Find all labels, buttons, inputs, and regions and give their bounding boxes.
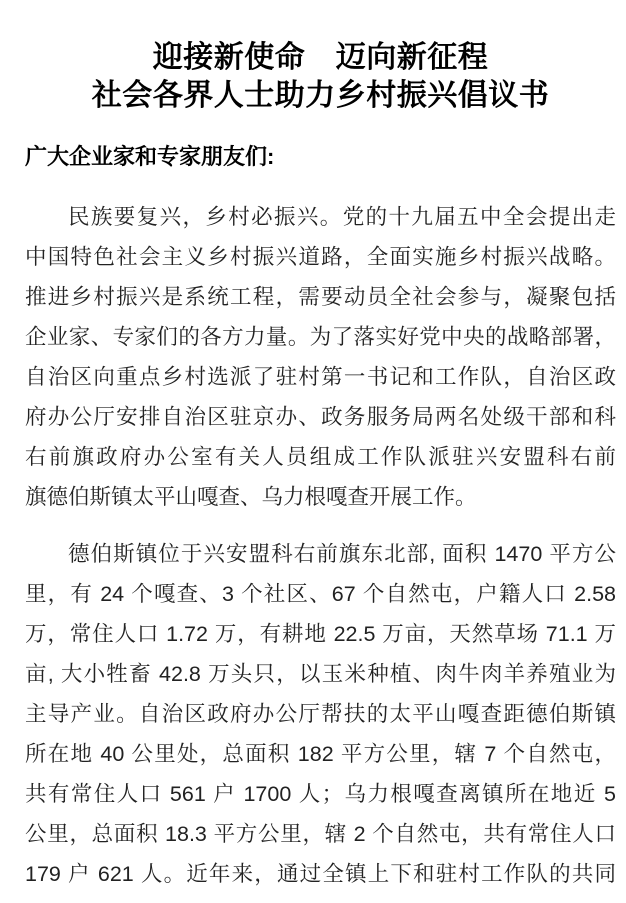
text-line: 推进乡村振兴是系统工程，需要动员全社会参与，凝聚包括 xyxy=(25,285,616,309)
text-line: 主导产业。自治区政府办公厅帮扶的太平山嘎查距德伯斯镇 xyxy=(25,702,616,726)
text-line: 府办公厅安排自治区驻京办、政务服务局两名处级干部和科 xyxy=(25,405,616,429)
text-line: 民族要复兴，乡村必振兴。党的十九届五中全会提出走 xyxy=(68,205,616,229)
text-line: 德伯斯镇位于兴安盟科右前旗东北部, 面积 1470 平方公 xyxy=(68,542,616,566)
text-line: 亩, 大小牲畜 42.8 万头只，以玉米种植、肉牛肉羊养殖业为 xyxy=(25,662,616,686)
document-title xyxy=(25,39,616,115)
text-line: 企业家、专家们的各方力量。为了落实好党中央的战略部署， xyxy=(25,325,616,349)
paragraph-1 xyxy=(25,197,616,517)
title-line-2: 社会各界人士助力乡村振兴倡议书 xyxy=(91,79,550,112)
text-line: 自治区向重点乡村选派了驻村第一书记和工作队，自治区政 xyxy=(25,365,616,389)
text-line: 旗德伯斯镇太平山嘎查、乌力根嘎查开展工作。 xyxy=(25,485,477,509)
text-line: 所在地 40 公里处，总面积 182 平方公里，辖 7 个自然屯， xyxy=(25,742,616,766)
text-line: 中国特色社会主义乡村振兴道路，全面实施乡村振兴战略。 xyxy=(25,245,616,269)
document-body xyxy=(25,197,616,894)
text-line: 公里，总面积 18.3 平方公里，辖 2 个自然屯，共有常住人口 xyxy=(25,822,616,846)
text-line: 共有常住人口 561 户 1700 人；乌力根嘎查离镇所在地近 5 xyxy=(25,782,616,806)
title-line-1: 迎接新使命 迈向新征程 xyxy=(152,41,489,74)
paragraph-2 xyxy=(25,534,616,894)
salutation: 广大企业家和专家朋友们: xyxy=(25,144,275,169)
text-line: 里，有 24 个嘎查、3 个社区、67 个自然屯，户籍人口 2.58 xyxy=(25,582,616,606)
text-line: 179 户 621 人。近年来，通过全镇上下和驻村工作队的共同 xyxy=(25,862,616,886)
text-line: 万，常住人口 1.72 万，有耕地 22.5 万亩，天然草场 71.1 万 xyxy=(25,622,616,646)
text-line: 右前旗政府办公室有关人员组成工作队派驻兴安盟科右前 xyxy=(25,445,616,469)
